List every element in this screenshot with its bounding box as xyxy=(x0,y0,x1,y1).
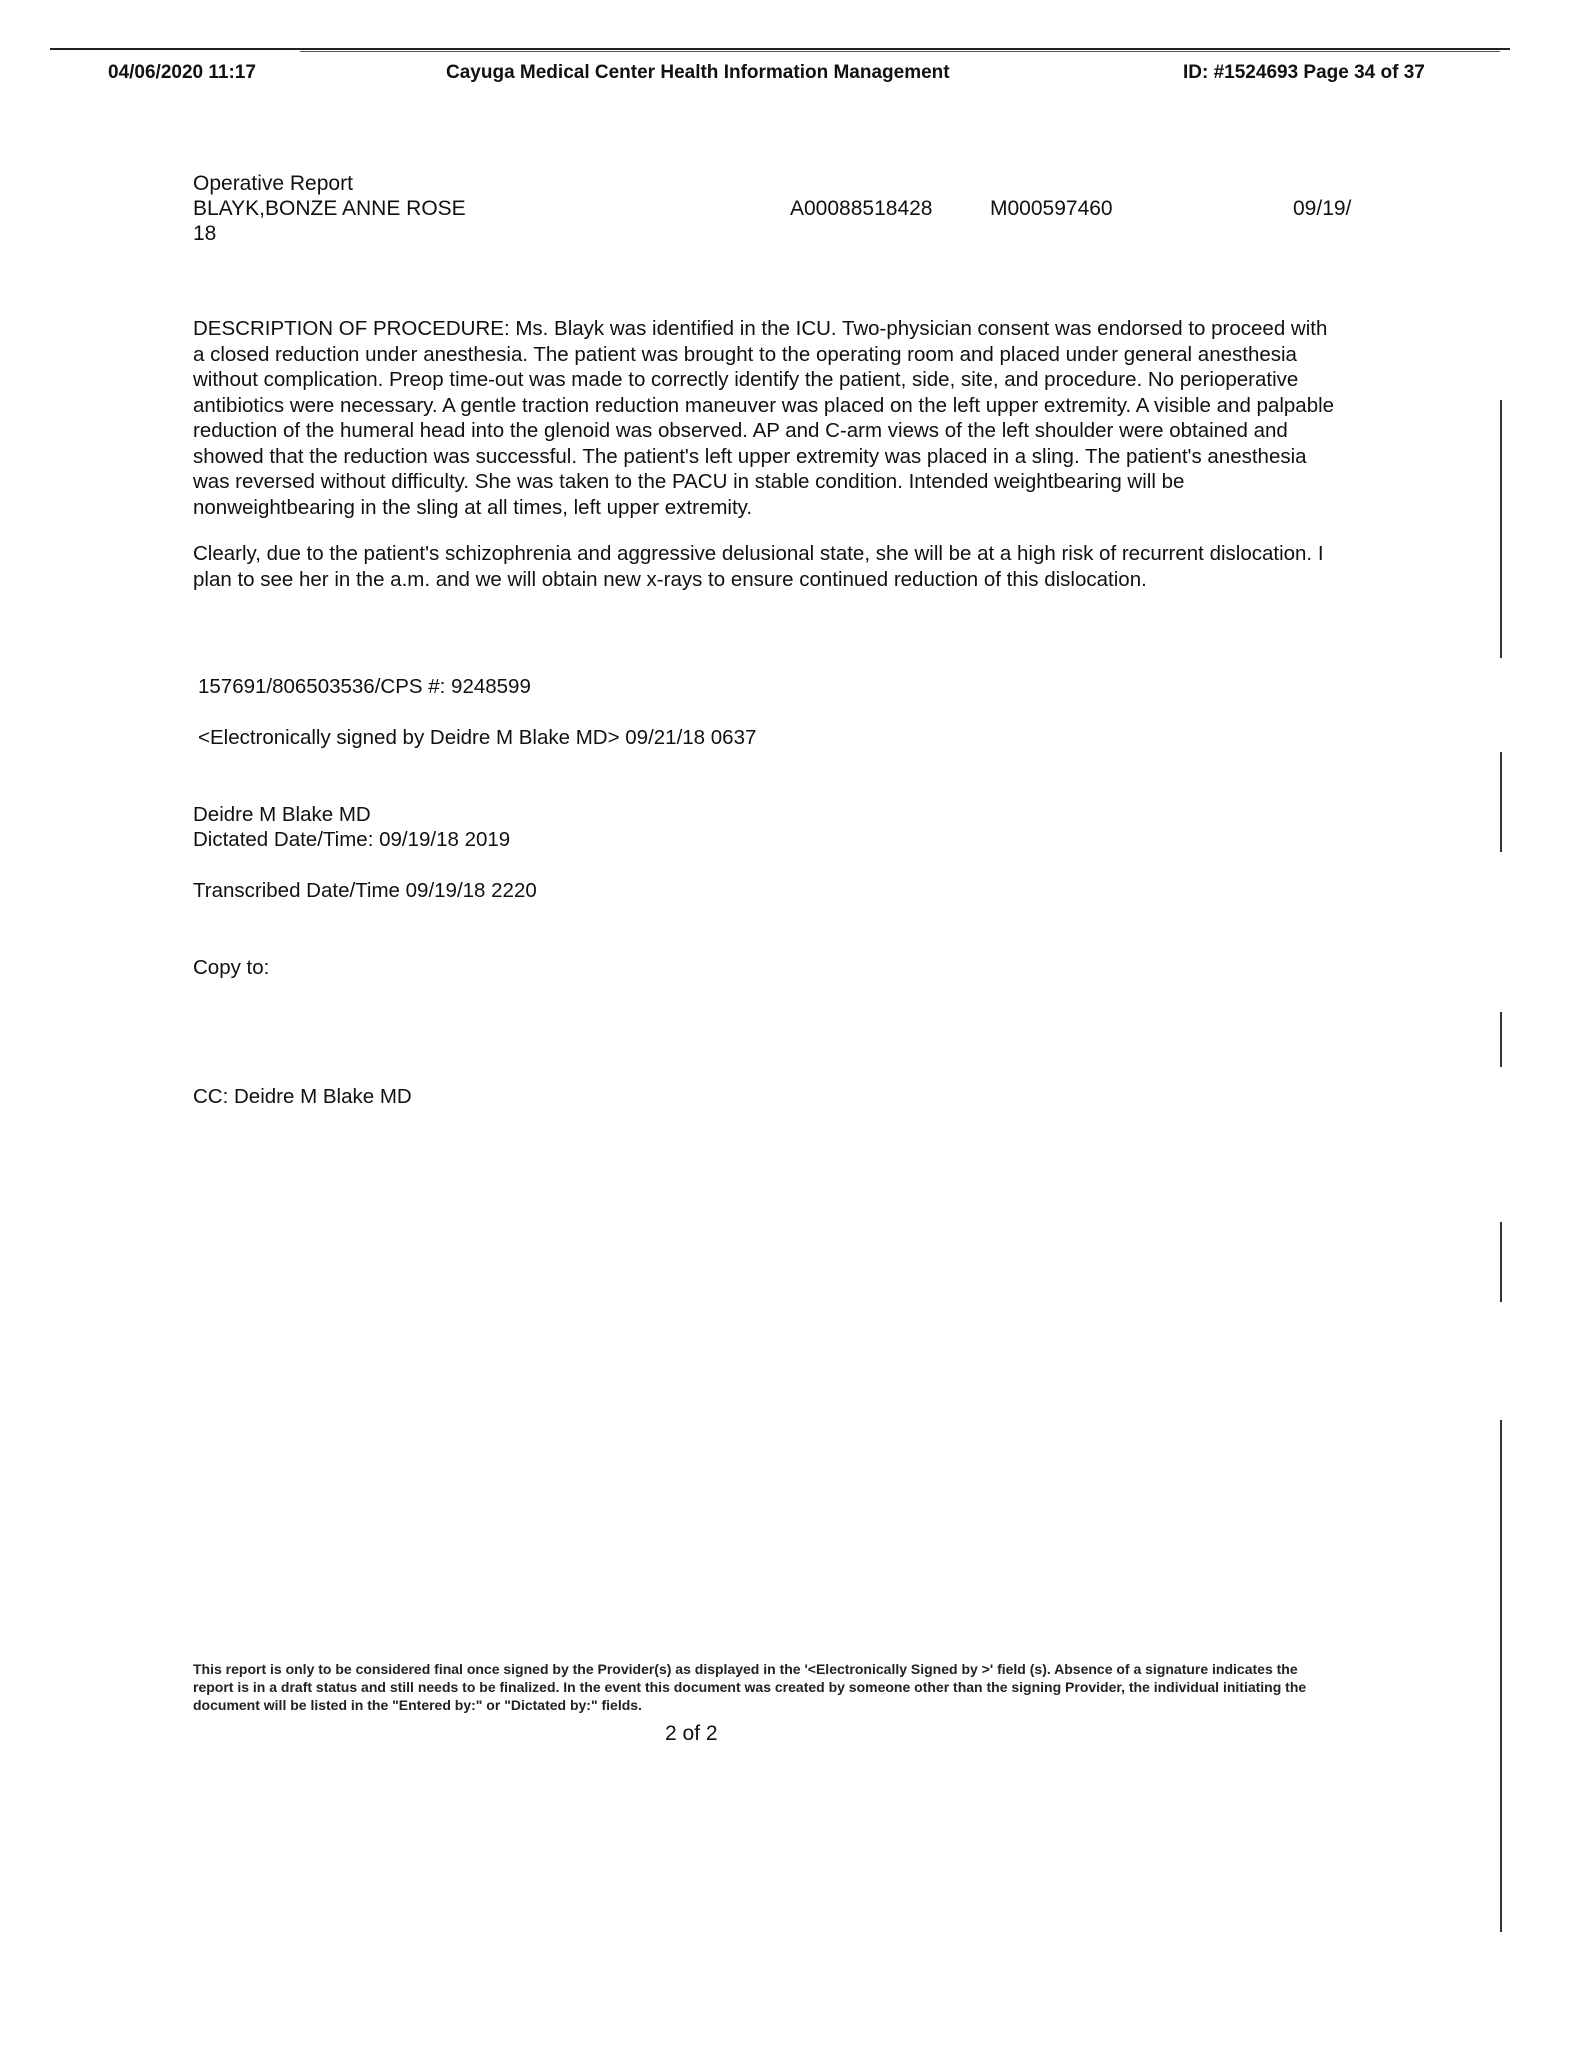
report-body xyxy=(193,316,1343,592)
transcribed-datetime: Transcribed Date/Time 09/19/18 2220 xyxy=(193,879,537,902)
cc-line: CC: Deidre M Blake MD xyxy=(193,1085,412,1108)
report-type: Operative Report xyxy=(193,172,353,195)
page-top-rule xyxy=(50,48,1510,50)
report-date-continued: 18 xyxy=(193,222,217,245)
assessment-paragraph: Clearly, due to the patient's schizophrenia and aggressive delusional state, she will be at a high risk of recurrent dislocation. I plan to see her in the a.m. and we will obtain new x-rays to ensure continued reduction of this dislocation. xyxy=(193,542,1324,591)
report-heading xyxy=(193,171,1373,246)
page-count: 2 of 2 xyxy=(665,1722,718,1745)
footer-disclaimer: This report is only to be considered final once signed by the Provider(s) as displayed in the '<Electronically Signed by >' field (s). Absence of a signature indicates the report is in a draft status and still needs to be finalized. In the event this document was created by someone other than the signing Provider, the individual initiating the document will be listed in the "Entered by:" or "Dictated by:" fields. xyxy=(193,1661,1307,1713)
medical-record-number: M000597460 xyxy=(990,197,1113,220)
scan-artifact-line xyxy=(1500,1012,1502,1067)
header-title: Cayuga Medical Center Health Information Management xyxy=(446,62,950,83)
report-date: 09/19/ xyxy=(1293,197,1352,220)
physician-name: Deidre M Blake MD xyxy=(193,803,371,826)
scan-artifact-line xyxy=(1500,752,1502,852)
account-number: A00088518428 xyxy=(790,197,933,220)
dictated-datetime: Dictated Date/Time: 09/19/18 2019 xyxy=(193,828,511,851)
electronic-signature: <Electronically signed by Deidre M Blake MD> 09/21/18 0637 xyxy=(198,726,757,749)
page-top-rule-secondary xyxy=(300,51,1500,52)
patient-name: BLAYK,BONZE ANNE ROSE xyxy=(193,197,466,220)
procedure-description: DESCRIPTION OF PROCEDURE: Ms. Blayk was identified in the ICU. Two-physician consent was endorsed to proceed with a closed reduction under anesthesia. The patient was brought to the operating room and placed under general anesthesia without complication. Preop time-out was made to correctly identify the patient, side, site, and procedure. No perioperative antibiotics were necessary. A gentle traction reduction maneuver was placed on the left upper extremity. A visible and palpable reduction of the humeral head into the glenoid was observed. AP and C-arm views of the left shoulder were obtained and showed that the reduction was successful. The patient's left upper extremity was placed in a sling. The patient's anesthesia was reversed without difficulty. She was taken to the PACU in stable condition. Intended weightbearing will be nonweightbearing in the sling at all times, left upper extremity. xyxy=(193,317,1335,519)
header-id-page: ID: #1524693 Page 34 of 37 xyxy=(1183,62,1425,83)
scan-artifact-line xyxy=(1500,1222,1502,1302)
reference-number: 157691/806503536/CPS #: 9248599 xyxy=(198,675,531,698)
scan-artifact-line xyxy=(1500,400,1502,658)
copy-to-label: Copy to: xyxy=(193,956,270,979)
scan-artifact-line xyxy=(1500,1420,1502,1932)
header-datetime: 04/06/2020 11:17 xyxy=(108,62,256,83)
